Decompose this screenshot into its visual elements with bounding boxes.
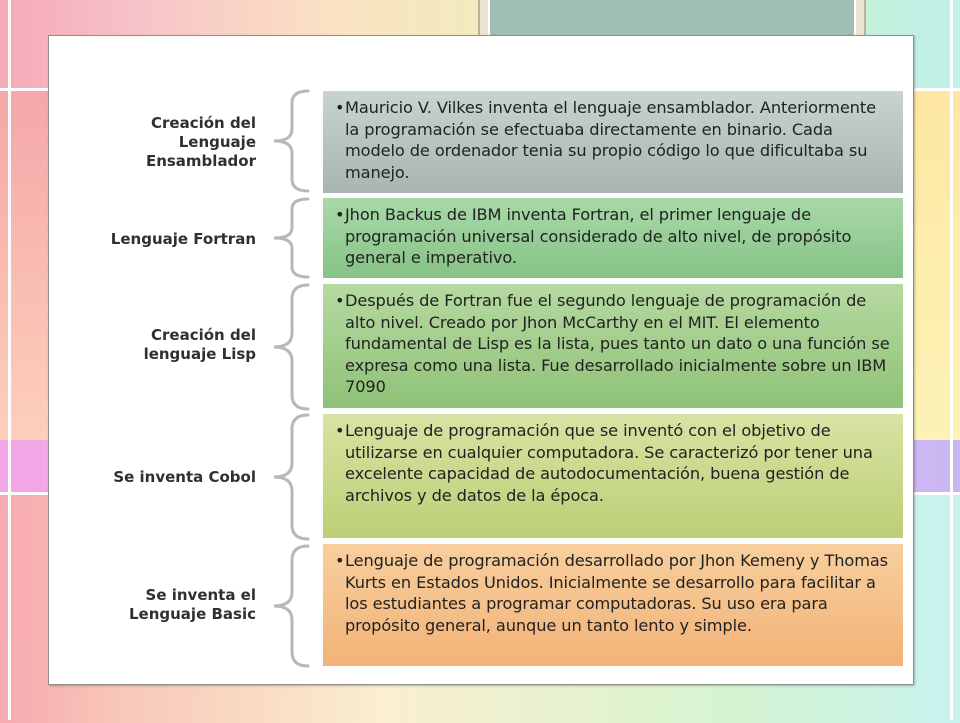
row-description-fortran bbox=[323, 198, 903, 278]
row-label-line: Lenguaje Fortran bbox=[110, 229, 256, 248]
row-label-line: Lenguaje Basic bbox=[128, 605, 256, 623]
row-description-text: Lenguaje de programación que se inventó con el objetivo de utilizarse en cualquier computadora. Se caracterizó por tener una excelente capacidad de autodocumentación, buena gestión de archivos y de datos de la época. bbox=[345, 421, 873, 505]
bullet-icon: • bbox=[335, 205, 345, 224]
bullet-icon: • bbox=[335, 551, 345, 570]
bullet-icon: • bbox=[335, 291, 345, 310]
row-description-text: Mauricio V. Vilkes inventa el lenguaje ensamblador. Anteriormente la programación se efectuaba directamente en binario. Cada modelo de ordenador tenia su propio código lo que dificultaba su manejo. bbox=[345, 98, 876, 182]
row-description-ensamblador bbox=[323, 91, 903, 193]
row-description-lisp bbox=[323, 284, 903, 408]
row-description-text: Lenguaje de programación desarrollado por Jhon Kemeny y Thomas Kurts en Estados Unidos. Inicialmente se desarrollo para facilitar a los estudiantes a programar computadoras. Su uso era para propósito general, aunque un tanto lento y simple. bbox=[345, 551, 889, 635]
left-brace-icon bbox=[262, 88, 312, 194]
row-label-line: Creación del bbox=[151, 113, 256, 132]
left-brace-icon bbox=[262, 412, 312, 542]
row-description-cobol bbox=[323, 414, 903, 538]
left-brace-icon bbox=[262, 543, 312, 669]
row-label-line: Ensamblador bbox=[145, 151, 256, 170]
bullet-icon: • bbox=[335, 421, 345, 440]
row-description-text: Jhon Backus de IBM inventa Fortran, el primer lenguaje de programación universal considerado de alto nivel, de propósito general e imperativo. bbox=[345, 205, 852, 267]
row-label-ensamblador bbox=[66, 92, 256, 192]
row-label-fortran bbox=[66, 222, 256, 256]
background-divider bbox=[8, 0, 11, 720]
row-label-lisp bbox=[66, 320, 256, 370]
left-brace-icon bbox=[262, 282, 312, 412]
row-description-basic bbox=[323, 544, 903, 666]
row-label-cobol bbox=[66, 462, 256, 492]
row-label-basic bbox=[66, 580, 256, 630]
background-divider bbox=[950, 0, 953, 720]
bullet-icon: • bbox=[335, 98, 345, 117]
row-label-line: Creación del bbox=[151, 326, 256, 344]
row-label-line: Se inventa el bbox=[145, 586, 256, 604]
row-description-text: Después de Fortran fue el segundo lenguaje de programación de alto nivel. Creado por Jhon McCarthy en el MIT. El elemento fundamental de Lisp es la lista, pues tanto un dato o una función se expresa como una lista. Fue desarrollado inicialmente sobre un IBM 7090 bbox=[345, 291, 890, 396]
row-label-line: lenguaje Lisp bbox=[143, 345, 256, 363]
left-brace-icon bbox=[262, 196, 312, 280]
row-label-line: Se inventa Cobol bbox=[113, 467, 256, 486]
row-label-line: Lenguaje bbox=[178, 132, 256, 151]
